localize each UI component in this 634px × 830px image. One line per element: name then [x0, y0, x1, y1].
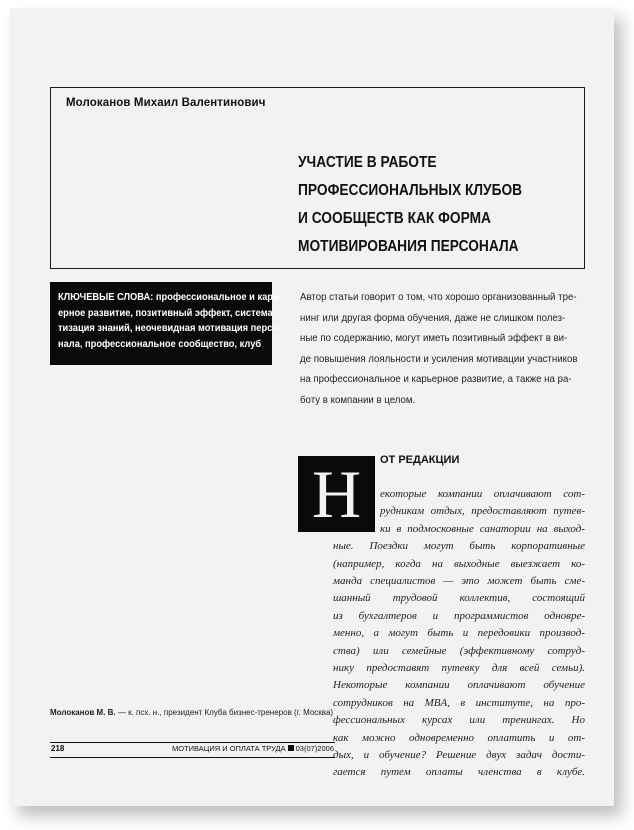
journal-info: [172, 744, 334, 753]
author-name: Молоканов Михаил Валентинович: [66, 97, 266, 109]
title-line: И СООБЩЕСТВ КАК ФОРМА: [298, 210, 491, 227]
body-line: манда специалистов — это может быть сме-: [333, 575, 585, 587]
footnote-text: — к. псх. н., президент Клуба бизнес-тренеров (г. Москва): [115, 708, 334, 717]
body-line: рудникам отдых, предоставляют путев-: [380, 505, 585, 518]
body-line: нику предоставят путевку для всей семьи).: [333, 662, 585, 675]
body-line: (например, когда на выходные выезжает ко-: [333, 557, 585, 570]
body-line: ства) или семейные (эффективному сотруд-: [333, 644, 585, 657]
keywords-line: ерное развитие, позитивный эффект, система-: [58, 307, 276, 319]
editorial-body-main: [333, 538, 585, 782]
body-line: менно, а могут быть и передовики производ-: [333, 627, 585, 640]
journal-page: [10, 8, 614, 806]
article-title: [298, 149, 559, 261]
journal-name: МОТИВАЦИЯ И ОПЛАТА ТРУДА: [171, 744, 286, 753]
author-footnote: [50, 708, 333, 717]
keywords-line: КЛЮЧЕВЫЕ СЛОВА: профессиональное и карь-: [58, 292, 282, 303]
title-line: ПРОФЕССИОНАЛЬНЫХ КЛУБОВ: [298, 182, 523, 199]
body-line: как можно одновременно оплатить и от-: [333, 731, 585, 744]
abstract-line: боту в компании в целом.: [300, 394, 416, 406]
title-line: УЧАСТИЕ В РАБОТЕ: [298, 154, 437, 171]
editorial-heading: ОТ РЕДАКЦИИ: [380, 454, 460, 466]
body-line: гается путем оплаты членства в клубе.: [333, 766, 585, 779]
page-number: 218: [51, 744, 65, 753]
body-line: ки в подмосковные санатории на выход-: [380, 522, 585, 535]
body-line: из бухгалтеров и программистов одновре-: [333, 609, 585, 622]
body-line: сотрудников на MBA, в институте, на про-: [333, 696, 585, 709]
keywords-line: тизация знаний, неочевидная мотивация персо-: [58, 323, 282, 334]
body-line: Некоторые компании оплачивают обучение: [333, 679, 585, 692]
abstract-line: де повышения лояльности и усиления мотивации участников: [300, 353, 578, 365]
editorial-body-top: [380, 486, 585, 521]
abstract-line: Автор статьи говорит о том, что хорошо организованный тре-: [300, 292, 577, 303]
body-line: шанный трудовой коллектив, состоящий: [333, 592, 585, 605]
body-line: дых, и обучение? Решение двух задач дости-: [333, 749, 585, 762]
drop-cap: Н: [298, 456, 375, 532]
body-line: ные. Поездки могут быть корпоративные: [333, 540, 585, 553]
editorial-body-indent: [380, 521, 585, 538]
title-box: [50, 87, 585, 269]
body-line: фессиональных курсах или тренингах. Но: [333, 714, 585, 727]
page-footer: [50, 742, 335, 758]
abstract-line: на профессиональное и карьерное развитие, а также на ра-: [300, 374, 572, 385]
journal-issue: 03(07)2006: [295, 744, 334, 753]
abstract-line: нинг или другая форма обучения, даже не слишком полез-: [300, 312, 566, 324]
body-line: екоторые компании оплачивают сот-: [380, 488, 585, 500]
title-line: МОТИВИРОВАНИЯ ПЕРСОНАЛА: [298, 238, 519, 255]
abstract-line: ные по содержанию, могут иметь позитивный эффект в ви-: [300, 333, 568, 344]
keywords-box: [50, 282, 282, 365]
keywords-line: нала, профессиональное сообщество, клуб: [58, 338, 262, 350]
footnote-author: Молоканов М. В.: [50, 708, 116, 717]
square-bullet-icon: [288, 745, 294, 751]
abstract: [300, 288, 590, 411]
